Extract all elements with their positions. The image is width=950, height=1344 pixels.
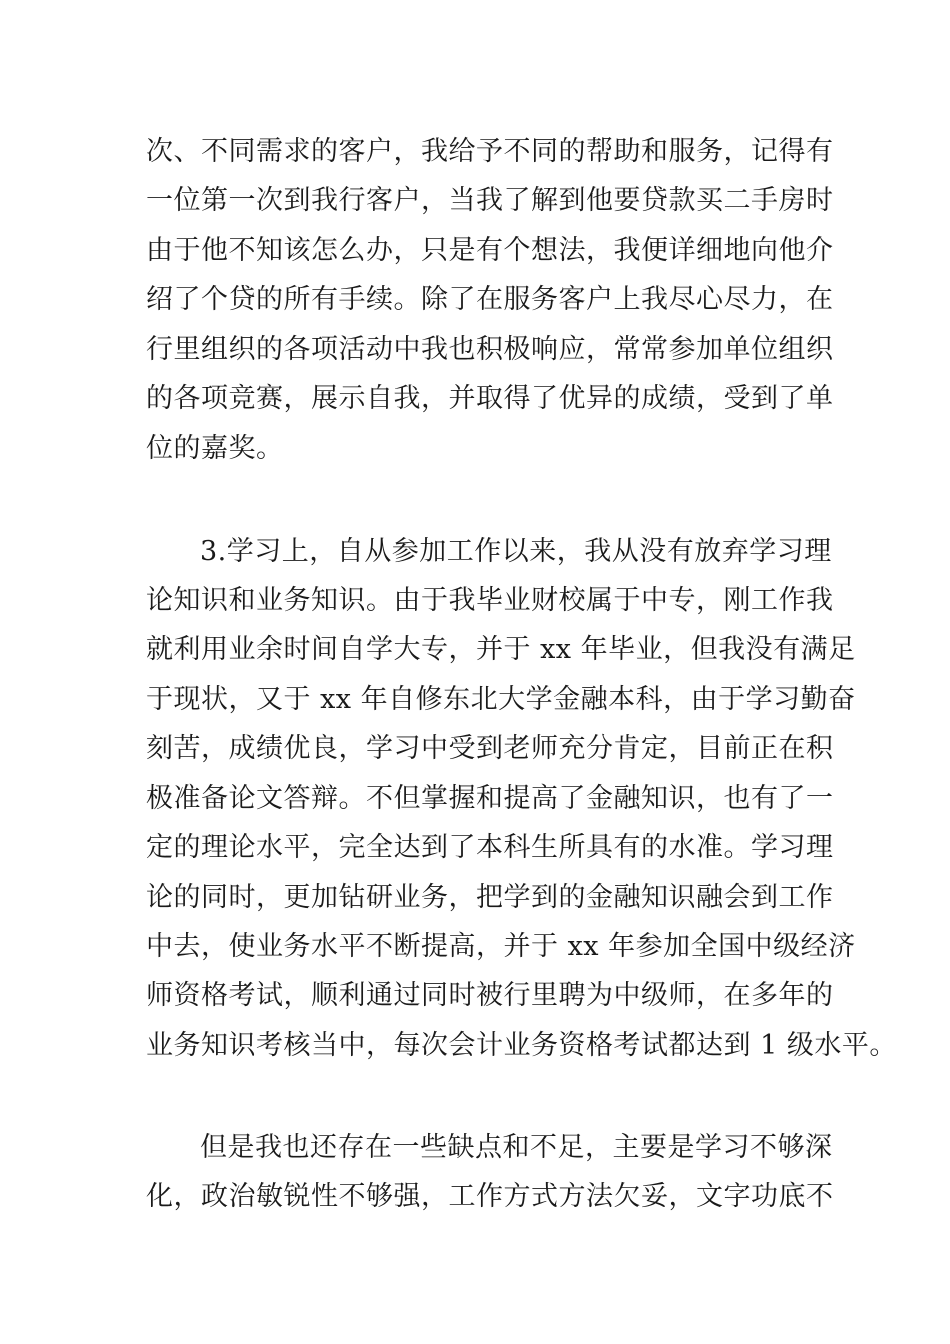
text-line: 3.学习上，自从参加工作以来，我从没有放弃学习理: [200, 536, 832, 567]
text-line: 论的同时，更加钻研业务，把学到的金融知识融会到工作: [146, 882, 834, 913]
text-line: 论知识和业务知识。由于我毕业财校属于中专，刚工作我: [146, 585, 834, 616]
text-line: 一位第一次到我行客户，当我了解到他要贷款买二手房时: [146, 185, 834, 216]
text-line: 的各项竞赛，展示自我，并取得了优异的成绩，受到了单: [146, 383, 834, 414]
text-line: 极准备论文答辩。不但掌握和提高了金融知识，也有了一: [146, 783, 834, 814]
text-line: 化，政治敏锐性不够强，工作方式方法欠妥，文字功底不: [146, 1181, 834, 1212]
text-line: 由于他不知该怎么办，只是有个想法，我便详细地向他介: [146, 235, 834, 266]
text-line: 但是我也还存在一些缺点和不足，主要是学习不够深: [200, 1132, 833, 1163]
text-line: 行里组织的各项活动中我也积极响应，常常参加单位组织: [146, 334, 834, 365]
text-line: 师资格考试，顺利通过同时被行里聘为中级师，在多年的: [146, 980, 834, 1011]
text-line: 业务知识考核当中，每次会计业务资格考试都达到 1 级水平。: [146, 1030, 897, 1061]
text-line: 就利用业余时间自学大专，并于 xx 年毕业，但我没有满足: [146, 634, 856, 665]
text-line: 绍了个贷的所有手续。除了在服务客户上我尽心尽力，在: [146, 284, 834, 315]
text-line: 位的嘉奖。: [146, 433, 284, 464]
text-line: 次、不同需求的客户，我给予不同的帮助和服务，记得有: [146, 136, 834, 167]
text-line: 中去，使业务水平不断提高，并于 xx 年参加全国中级经济: [146, 931, 856, 962]
text-line: 定的理论水平，完全达到了本科生所具有的水准。学习理: [146, 832, 834, 863]
text-line: 刻苦，成绩优良，学习中受到老师充分肯定，目前正在积: [146, 733, 834, 764]
text-line: 于现状，又于 xx 年自修东北大学金融本科，由于学习勤奋: [146, 684, 856, 715]
